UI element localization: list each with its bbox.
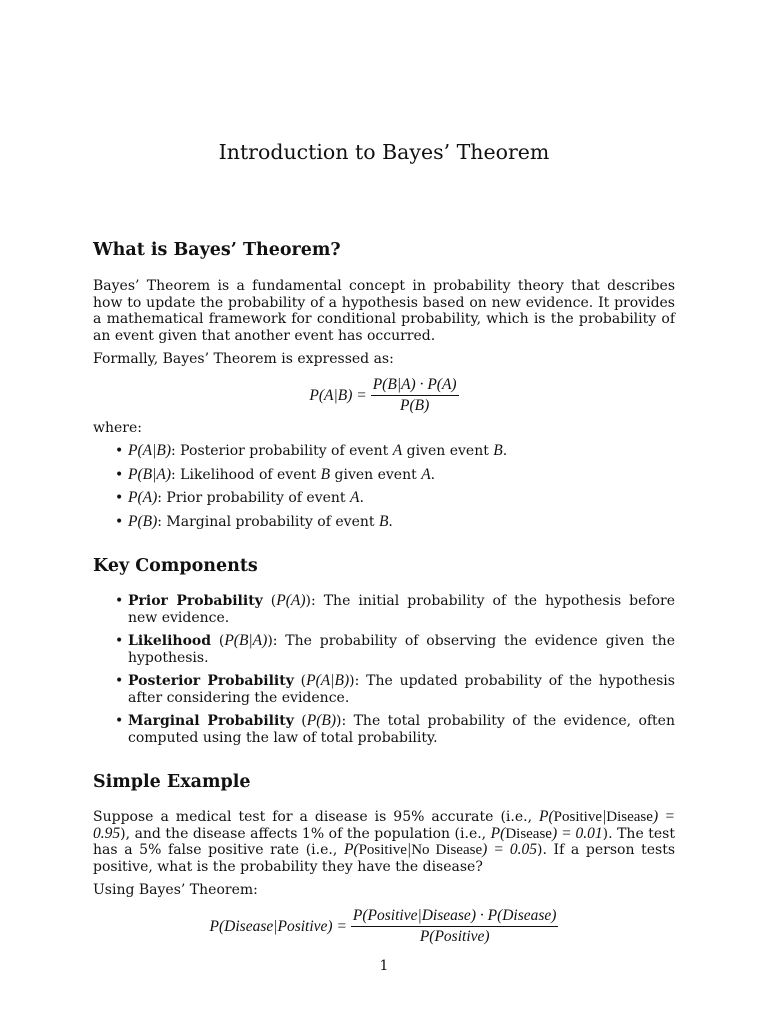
definitions-list	[93, 443, 675, 537]
math-text: Positive	[358, 842, 407, 858]
math-text: Disease	[505, 825, 552, 842]
intro-paragraph: Bayes’ Theorem is a fundamental concept in probability theory that describes how to update the probability of a hypothesis based on new evidence. It provides a mathematical framework for conditional probability, which is the probability of an event given that another event has occurred.	[93, 278, 675, 344]
example-denominator: P(Positive)	[419, 928, 490, 945]
math-inline: P(B|A)	[128, 465, 171, 483]
term-label: Marginal Probability	[128, 713, 294, 729]
page-number: 1	[379, 958, 389, 974]
math-inline: A	[350, 489, 360, 506]
list-item	[93, 514, 675, 531]
text-run: : Prior probability of event	[157, 490, 350, 506]
text-run: : Posterior probability of event	[171, 443, 393, 459]
text-run: ): The probability of observing the evidence given the hypothesis.	[128, 633, 675, 666]
text-run: ): The total probability of the evidence, often computed using the law of total probability.	[128, 713, 675, 746]
bayes-equation-lhs: P(A|B) =	[309, 386, 367, 404]
example-equation-lhs: P(Disease|Positive) =	[209, 917, 347, 935]
where-label: where:	[93, 420, 142, 436]
math-inline: P(	[490, 824, 506, 842]
term-label: Posterior Probability	[128, 673, 294, 689]
text-run: ). If a person tests positive, what is the probability they have the disease?	[93, 842, 676, 875]
list-item	[93, 443, 675, 460]
text-run: ), and the disease affects 1% of the population (i.e.,	[120, 825, 491, 842]
math-text: Disease	[606, 809, 653, 825]
math-inline: P(A|B)	[306, 672, 350, 689]
text-run: Suppose a medical test for a disease is 95% accurate (i.e.,	[93, 809, 540, 825]
math-inline: B	[320, 465, 331, 483]
math-inline: P(B|A)	[224, 632, 268, 649]
page-title: Introduction to Bayes’ Theorem	[218, 140, 550, 164]
math-inline: P(B)	[128, 512, 158, 530]
section-heading-what-is: What is Bayes’ Theorem?	[93, 240, 341, 260]
text-run: .	[430, 466, 436, 483]
list-item	[93, 713, 675, 746]
term-label: Prior Probability	[128, 593, 263, 609]
math-inline: |	[602, 808, 607, 825]
text-run: (	[293, 673, 307, 689]
math-inline: ) = 0.01	[551, 824, 603, 842]
example-equation	[93, 907, 675, 946]
example-numerator: P(Positive|Disease) · P(Disease)	[351, 907, 559, 927]
text-run: ): The updated probability of the hypothesis after considering the evidence.	[128, 673, 675, 706]
text-run: : Marginal probability of event	[157, 513, 379, 530]
math-text: No Disease	[411, 842, 483, 858]
math-inline: P(A)	[128, 489, 158, 506]
bayes-numerator: P(B|A) · P(A)	[371, 376, 459, 396]
list-item	[93, 673, 675, 706]
math-inline: B	[378, 512, 389, 530]
list-item	[93, 490, 675, 507]
section-heading-key-components: Key Components	[93, 556, 258, 576]
text-run: (	[262, 593, 277, 609]
math-inline: P(	[539, 808, 554, 825]
list-item	[93, 633, 675, 666]
math-inline: B	[493, 442, 503, 459]
example-fraction	[351, 907, 559, 946]
using-bayes-label: Using Bayes’ Theorem:	[93, 882, 258, 898]
bayes-denominator: P(B)	[400, 397, 430, 414]
text-run: .	[502, 443, 508, 459]
list-item	[93, 593, 675, 626]
math-inline: ) = 0.95	[93, 808, 675, 842]
text-run: given event	[402, 443, 494, 459]
formal-statement: Formally, Bayes’ Theorem is expressed as:	[93, 351, 394, 367]
section-heading-simple-example: Simple Example	[93, 772, 251, 792]
text-run: .	[359, 490, 364, 506]
components-list	[93, 593, 675, 753]
math-inline: |	[406, 841, 412, 858]
term-label: Likelihood	[128, 633, 212, 649]
math-inline: P(B)	[306, 712, 337, 729]
text-run: given event	[330, 466, 422, 483]
list-item	[93, 467, 675, 484]
text-run: (	[293, 713, 307, 729]
bayes-equation	[93, 376, 675, 415]
text-run: : Likelihood of event	[171, 466, 321, 483]
text-run: .	[388, 513, 393, 530]
example-paragraph	[93, 809, 675, 875]
text-run: (	[211, 633, 225, 649]
math-inline: A	[392, 442, 403, 459]
math-inline: P(	[343, 841, 359, 858]
math-inline: P(A)	[276, 592, 306, 609]
math-inline: P(A|B)	[128, 442, 171, 459]
math-inline: ) = 0.05	[482, 841, 537, 858]
bayes-fraction	[371, 376, 459, 415]
text-run: ): The initial probability of the hypothesis before new evidence.	[128, 593, 676, 626]
math-text: Positive	[553, 809, 603, 825]
text-run: ). The test has a 5% false positive rate (i.e.,	[93, 825, 675, 858]
math-inline: A	[421, 465, 431, 483]
